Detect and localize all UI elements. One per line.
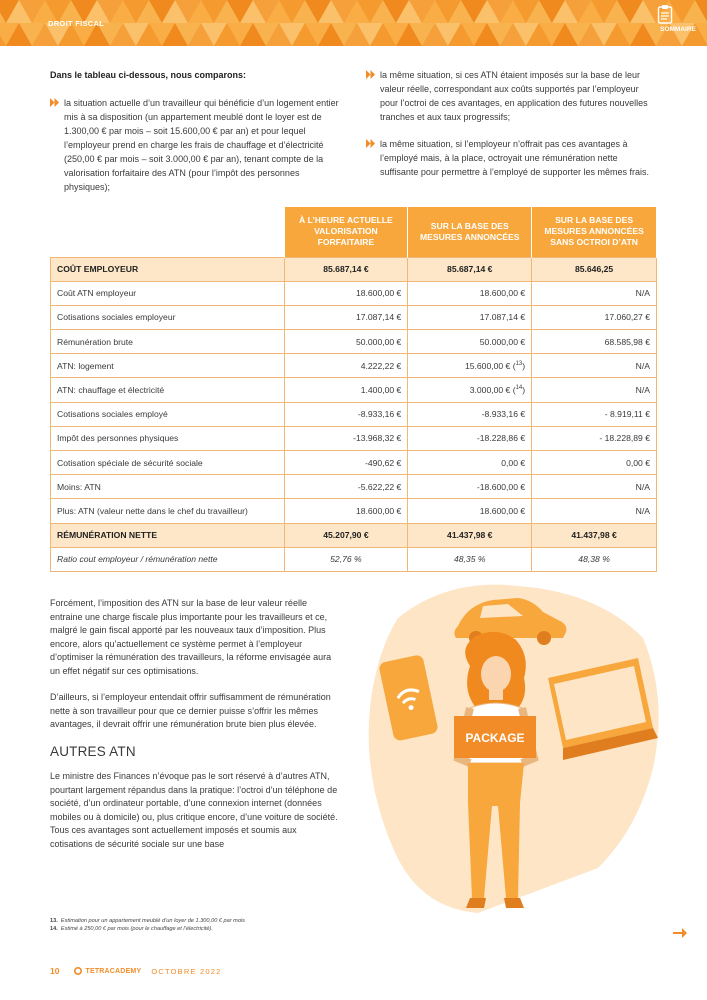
cell-announced: 85.687,14 €	[408, 257, 532, 281]
cell-current: 17.087,14 €	[284, 305, 408, 329]
cell-current: 52,76 %	[284, 547, 408, 571]
header-banner	[0, 0, 707, 46]
column-header: SUR LA BASE DES MESURES ANNONCÉES SANS OCTROI D’ATN	[532, 207, 657, 257]
cell-no-atn: N/A	[532, 378, 657, 402]
cell-announced: 18.600,00 €	[408, 281, 532, 305]
cell-current: 85.687,14 €	[284, 257, 408, 281]
cell-current: -5.622,22 €	[284, 475, 408, 499]
cell-no-atn: N/A	[532, 475, 657, 499]
toc-label: SOMMAIRE	[660, 26, 696, 33]
cell-announced: 41.437,98 €	[408, 523, 532, 547]
cell-announced: 50.000,00 €	[408, 330, 532, 354]
row-label: Rémunération brute	[51, 330, 285, 354]
cell-announced: 18.600,00 €	[408, 499, 532, 523]
table-row	[51, 402, 657, 426]
intro-heading: Dans le tableau ci-dessous, nous comparons:	[50, 70, 247, 80]
table-row	[51, 330, 657, 354]
table-row	[51, 451, 657, 475]
table-row	[51, 523, 657, 547]
cell-announced: 0,00 €	[408, 451, 532, 475]
bullet-text: la même situation, si l’employeur n’offrait pas ces avantages à l’employé mais, à la place, octroyait une rémunération nette suffisante pour permettre à l’employé de supporter les mêmes frais.	[380, 139, 649, 177]
next-page-arrow-icon[interactable]	[673, 927, 687, 939]
cell-no-atn: 0,00 €	[532, 451, 657, 475]
cell-no-atn: 41.437,98 €	[532, 523, 657, 547]
table-header-row	[51, 207, 657, 257]
table-row	[51, 426, 657, 450]
cell-announced: 17.087,14 €	[408, 305, 532, 329]
table-row	[51, 475, 657, 499]
package-sign-text: PACKAGE	[465, 731, 525, 745]
cell-announced: -18.600,00 €	[408, 475, 532, 499]
page-footer	[50, 966, 221, 976]
cell-no-atn: N/A	[532, 499, 657, 523]
cell-current: 1.400,00 €	[284, 378, 408, 402]
table-row	[51, 354, 657, 378]
table-row	[51, 378, 657, 402]
row-label: ATN: logement	[51, 354, 285, 378]
paragraph: D’ailleurs, si l’employeur entendait offrir suffisamment de rémunération nette à son travailleur pour que ce dernier puisse s’offrir les mêmes avantages, il devrait offrir une rémunération brute bien plus élevée.	[50, 692, 331, 729]
cell-announced: 48,35 %	[408, 547, 532, 571]
brand-logo: TETRACADEMY	[73, 966, 141, 976]
issue-date: OCTOBRE 2022	[151, 966, 222, 976]
clipboard-icon	[657, 4, 673, 24]
cell-current: -13.968,32 €	[284, 426, 408, 450]
cell-announced: -8.933,16 €	[408, 402, 532, 426]
toc-button[interactable]	[657, 4, 699, 44]
table-row	[51, 281, 657, 305]
row-label: Coût ATN employeur	[51, 281, 285, 305]
cell-no-atn: 85.646,25	[532, 257, 657, 281]
cell-current: -8.933,16 €	[284, 402, 408, 426]
package-illustration	[358, 578, 668, 923]
cell-current: 45.207,90 €	[284, 523, 408, 547]
cell-announced: -18.228,86 €	[408, 426, 532, 450]
column-header: SUR LA BASE DES MESURES ANNONCÉES	[408, 207, 532, 257]
footnote: 13. Estimation pour un appartement meublé d’un loyer de 1.300,00 € par mois	[50, 918, 245, 924]
row-label: Plus: ATN (valeur nette dans le chef du travailleur)	[51, 499, 285, 523]
cell-current: 18.600,00 €	[284, 281, 408, 305]
cell-no-atn: N/A	[532, 281, 657, 305]
double-chevron-icon	[50, 98, 60, 107]
footnote: 14. Estimé à 250,00 € par mois (pour le chauffage et l’électricité).	[50, 926, 213, 932]
intro-left-column	[50, 68, 340, 207]
row-label: Impôt des personnes physiques	[51, 426, 285, 450]
cell-announced: 3.000,00 € ($^{14}$)	[408, 378, 532, 402]
page-number: 10	[50, 966, 60, 976]
row-label: RÉMUNÉRATION NETTE	[51, 523, 285, 547]
cell-no-atn: 68.585,98 €	[532, 330, 657, 354]
row-label: ATN: chauffage et électricité	[51, 378, 285, 402]
bullet-text: la situation actuelle d’un travailleur qui bénéficie d’un logement entier mis à sa disposition (un appartement meublé dont le loyer est de 1.300,00 € par mois – soit 15.600,00 € par an) et pour lequel l’employeur prend en charge les frais de chauffage et d’électricité (250,00 € par mois – soit 3.000,00 € par an), tenant compte de la valorisation forfaitaire des ATN (pour l’impôt des personnes physiques);	[64, 98, 339, 192]
intro-right-column	[366, 68, 658, 192]
footnotes	[50, 917, 245, 933]
row-label: Ratio cout employeur / rémunération nette	[51, 547, 285, 571]
column-header: À L’HEURE ACTUELLE VALORISATION FORFAITAIRE	[284, 207, 408, 257]
bullet-text: la même situation, si ces ATN étaient imposés sur la base de leur valeur réelle, correspondant aux coûts supportés par l’employeur pour l’octroi de ces avantages, en application des futures nouvelles tranches et aux taux progressifs;	[380, 70, 648, 122]
triangle-pattern	[0, 0, 707, 46]
table-row	[51, 257, 657, 281]
cell-no-atn: N/A	[532, 354, 657, 378]
row-label: COÛT EMPLOYEUR	[51, 257, 285, 281]
bullet-item	[366, 137, 658, 179]
row-label: Moins: ATN	[51, 475, 285, 499]
bullet-item	[50, 96, 340, 194]
body-text	[50, 597, 340, 864]
cell-current: 4.222,22 €	[284, 354, 408, 378]
cell-no-atn: - 8.919,11 €	[532, 402, 657, 426]
row-label: Cotisation spéciale de sécurité sociale	[51, 451, 285, 475]
cell-announced: 15.600,00 € ($^{13}$)	[408, 354, 532, 378]
paragraph: Forcément, l’imposition des ATN sur la base de leur valeur réelle entraine une charge fiscale plus importante pour les travailleurs et ce, malgré le gain fiscal apporté par les nouveaux taux d’imposition. Plus encore, alors qu’actuellement ce système permet à l’employeur d’optimiser la rémunération des travailleurs, la réforme envisagée aura un effet négatif sur ces optimisations.	[50, 598, 332, 676]
bullet-item	[366, 68, 658, 124]
cell-current: -490,62 €	[284, 451, 408, 475]
gear-icon	[73, 966, 83, 976]
double-chevron-icon	[366, 70, 376, 79]
row-label: Cotisations sociales employeur	[51, 305, 285, 329]
table-row	[51, 547, 657, 571]
cell-no-atn: - 18.228,89 €	[532, 426, 657, 450]
double-chevron-icon	[366, 139, 376, 148]
cell-no-atn: 17.060,27 €	[532, 305, 657, 329]
cell-no-atn: 48,38 %	[532, 547, 657, 571]
section-heading: AUTRES ATN	[50, 743, 136, 759]
cell-current: 50.000,00 €	[284, 330, 408, 354]
row-label: Cotisations sociales employé	[51, 402, 285, 426]
cell-current: 18.600,00 €	[284, 499, 408, 523]
table-row	[51, 305, 657, 329]
comparison-table	[50, 207, 657, 572]
section-title: DROIT FISCAL	[48, 19, 105, 28]
table-row	[51, 499, 657, 523]
paragraph: Le ministre des Finances n’évoque pas le sort réservé à d’autres ATN, pourtant largement répandus dans la pratique: l’octroi d’un téléphone de société, d’un ordinateur portable, d’une connexion internet (données mobiles ou à domicile) ou, plus critique encore, d’une voiture de société. Tous ces avantages sont actuellement imposés et soumis aux cotisations de sécurité sociale sur une base	[50, 771, 338, 849]
